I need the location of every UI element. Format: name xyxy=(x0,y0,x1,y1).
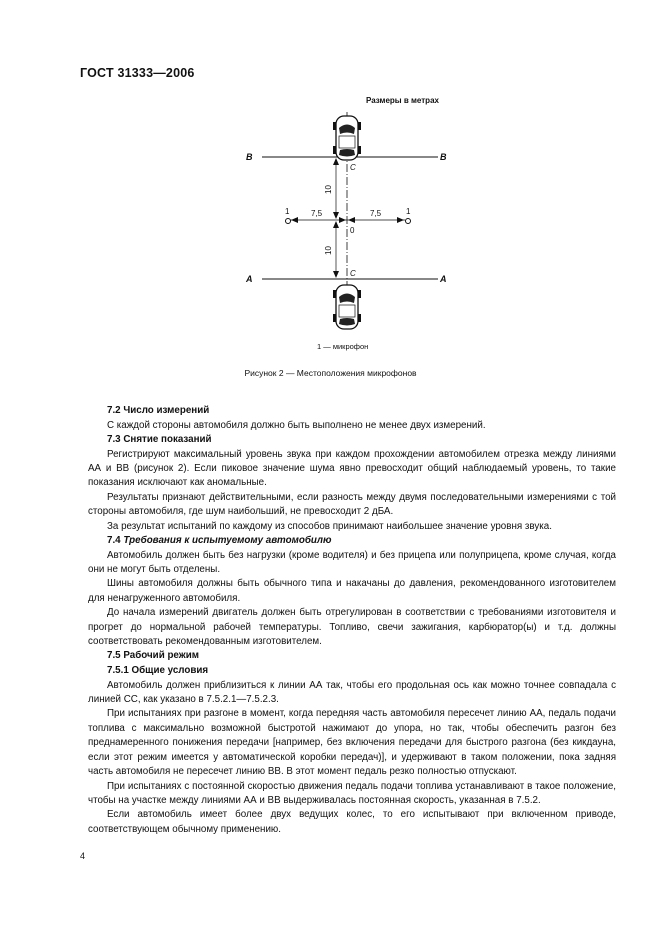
units-note: Размеры в метрах xyxy=(366,96,439,105)
section-7-5-1-paragraph-3: При испытаниях с постоянной скоростью движения педаль подачи топлива устанавливают в такое положение, чтобы на участке между линиями АА и ВВ выдерживалась постоянная скорость, указанная в 7.5.2. xyxy=(88,780,616,806)
figure-caption: Рисунок 2 — Местоположения микрофонов xyxy=(244,368,417,378)
section-7-2-title: 7.2 Число измерений xyxy=(107,405,210,416)
section-7-5-title: 7.5 Рабочий режим xyxy=(107,650,199,662)
section-7-4-paragraph-3: До начала измерений двигатель должен быть отрегулирован в соответствии с требованиями изготовителя и прогрет до нормальной рабочей температуры. Топливо, свечи зажигания, карбюратор(ы) и т.д. должны соответствовать рекомендованным изготовителем. xyxy=(88,607,616,648)
microphone-right-icon xyxy=(406,219,411,224)
line-aa-left-label: A xyxy=(246,274,253,284)
section-7-3-title: 7.3 Снятие показаний xyxy=(107,434,212,445)
section-7-5-1-paragraph-4: Если автомобиль имеет более двух ведущих колес, то его испытывают при включенном приводе, соответствующем обычному применению. xyxy=(88,809,616,835)
microphone-layout-figure xyxy=(0,0,661,400)
document-header: ГОСТ 31333—2006 xyxy=(80,66,195,80)
car-bottom-icon xyxy=(333,285,361,329)
line-bb-left-label: B xyxy=(246,152,253,162)
section-7-2-paragraph: С каждой стороны автомобиля должно быть выполнено не менее двух измерений. xyxy=(107,419,486,431)
point-c-top: C xyxy=(350,163,356,172)
microphone-left-icon xyxy=(286,219,291,224)
dim-right-value: 7,5 xyxy=(370,209,382,218)
mic-left-label: 1 xyxy=(285,207,290,216)
line-bb-right-label: B xyxy=(440,152,447,162)
dim-bottom-value: 10 xyxy=(324,246,333,255)
line-aa-right-label: A xyxy=(440,274,447,284)
section-7-4-title xyxy=(107,534,616,549)
section-7-4-paragraph-2: Шины автомобиля должны быть обычного типа и накачаны до давления, рекомендованного изготовителем для ненагруженного автомобиля. xyxy=(88,578,616,604)
dim-top-value: 10 xyxy=(324,185,333,194)
dim-left-value: 7,5 xyxy=(311,209,323,218)
point-c-bottom: C xyxy=(350,269,356,278)
page-number: 4 xyxy=(80,851,86,861)
figure-legend: 1 — микрофон xyxy=(317,342,369,351)
section-7-5-1-paragraph-2: При испытаниях при разгоне в момент, когда передняя часть автомобиля пересечет линию АА, педаль подачи топлива с максимально возможной быстротой нажимают до упора, но так, чтобы обеспечить разгон без преднамеренного понижения передачи [например, без включения передачи для быстрого разгона (без кикдауна, если этот режим имеется у автоматической коробки передач)], и удерживают в таком положении, пока задняя часть автомобиля не пересечет линию ВВ. В этот момент педаль резко полностью отпускают. xyxy=(88,708,616,778)
section-7-3-paragraph-1: Регистрируют максимальный уровень звука при каждом прохождении автомобилем отрезка между линиями АА и ВВ (рисунок 2). Если пиковое значение шума явно превосходит общий наблюдаемый уровень, то такие показания исключают как аномальные. xyxy=(88,448,616,489)
section-7-5-1-paragraph-1: Автомобиль должен приблизиться к линии АА так, чтобы его продольная ось как можно точнее совпадала с линией СС, как указано в 7.5.2.1—7.5.2.3. xyxy=(88,679,616,706)
body-text xyxy=(88,404,616,837)
section-7-3-paragraph-3: За результат испытаний по каждому из способов принимают наибольшее значение уровня звука. xyxy=(107,520,552,532)
section-7-4-heading: Требования к испытуемому автомобилю xyxy=(123,535,332,547)
car-top-icon xyxy=(333,116,361,160)
origin-label: 0 xyxy=(350,226,355,235)
section-7-4-number: 7.4 xyxy=(107,535,124,547)
section-7-4-paragraph-1: Автомобиль должен быть без нагрузки (кроме водителя) и без прицепа или полуприцепа, кроме случая, когда они не могут быть отделены. xyxy=(88,549,616,576)
mic-right-label: 1 xyxy=(406,207,411,216)
section-7-3-paragraph-2: Результаты признают действительными, если разность между двумя последовательными измерениями с той стороны автомобиля, где шум наибольший, не превосходит 2 дБА. xyxy=(88,491,616,518)
section-7-5-1-title: 7.5.1 Общие условия xyxy=(107,665,209,677)
